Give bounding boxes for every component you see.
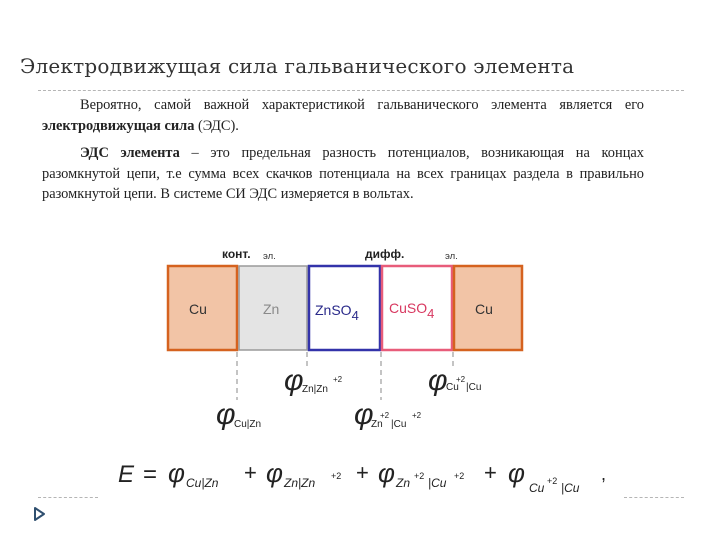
potential-zn2-cu2-sub-a: Zn: [371, 419, 383, 430]
cell-cu-right: [454, 266, 522, 350]
phi-symbol: φ: [284, 364, 304, 397]
equation-term-3b: |Cu: [428, 476, 447, 490]
potential-zn2-cu2-sup-b: +2: [412, 411, 422, 420]
phi-symbol: φ: [354, 398, 374, 431]
divider-bottom-right: [624, 497, 684, 498]
equation-phi-1: φ: [168, 458, 185, 488]
label-electrolyte-2: эл.: [445, 251, 458, 262]
cell-zn: [239, 266, 307, 350]
label-electrolyte-1: эл.: [263, 251, 276, 262]
phi-symbol: φ: [428, 364, 448, 397]
potential-cu2-cu-sub-a: Cu: [446, 382, 459, 393]
potential-cu-zn: [216, 398, 261, 431]
potential-zn2-cu2: [354, 398, 422, 431]
cell-znso4: [309, 266, 380, 350]
divider-bottom-left: [38, 497, 98, 498]
potential-zn-zn2: [284, 364, 343, 397]
cell-cu-left: [168, 266, 237, 350]
slide-title: Электродвижущая сила гальванического элемента: [20, 54, 575, 78]
potential-zn2-cu2-sup-a: +2: [380, 411, 390, 420]
label-diffusion: дифф.: [365, 247, 405, 261]
triangle-arrow-icon[interactable]: [34, 507, 46, 526]
equation-plus-1: +: [244, 460, 257, 485]
phi-symbol: φ: [216, 398, 236, 431]
potential-cu2-cu: [428, 364, 481, 397]
cell-cuso4: [382, 266, 452, 350]
equation-term-2-sup: +2: [331, 471, 342, 481]
potential-cu2-cu-sub-b: |Cu: [466, 382, 482, 393]
cell-znso4-label: ZnSO: [315, 302, 352, 318]
equation-term-3-sup-a: +2: [414, 471, 425, 481]
intro-tail: (ЭДС).: [194, 117, 239, 134]
intro-text: Вероятно, самой важной характеристикой гальванического элемента является его: [80, 97, 644, 113]
equation-plus-3: +: [484, 460, 497, 485]
potential-zn2-cu2-sub-b: |Cu: [391, 419, 407, 430]
cell-cu-right-label: Cu: [475, 301, 493, 317]
equation-equals: =: [143, 461, 158, 488]
cell-cuso4-label: CuSO: [389, 300, 428, 316]
equation-phi-2: φ: [266, 458, 283, 488]
equation-term-2: Zn|Zn: [284, 476, 316, 490]
equation-term-3-sup-b: +2: [454, 471, 465, 481]
potential-zn-zn2-sup: +2: [333, 375, 343, 384]
label-contact: конт.: [222, 247, 251, 261]
equation-phi-4: φ: [508, 458, 525, 488]
equation-term-4b: |Cu: [561, 481, 580, 495]
equation-e: E: [118, 461, 135, 488]
definition-lead: ЭДС элемента: [80, 145, 180, 161]
cell-zn-label: Zn: [263, 301, 280, 317]
emf-term: электродвижущая сила: [42, 117, 195, 134]
equation-plus-2: +: [356, 460, 369, 485]
potential-cu2-cu-sup: +2: [456, 375, 466, 384]
cell-cu-left-label: Cu: [189, 301, 207, 317]
cell-znso4-sub: 4: [351, 308, 359, 323]
equation-term-1: Cu|Zn: [186, 476, 219, 490]
cell-cuso4-sub: 4: [427, 306, 435, 321]
potential-cu-zn-sub: Cu|Zn: [234, 419, 262, 430]
definition-text: – это предельная разность потенциалов, возникающая на концах разомкнутой цепи, т.е сумма всех скачков потенциала на всех границах раздела в правильно разомкнутой цепи. В системе СИ ЭДС измеряется в вольтах.: [42, 145, 644, 202]
equation-term-4a: Cu: [529, 481, 545, 495]
equation-phi-3: φ: [378, 458, 395, 488]
potential-zn-zn2-sub: Zn|Zn: [302, 384, 328, 395]
equation-term-3a: Zn: [396, 476, 411, 490]
equation-term-4-sup: +2: [547, 476, 558, 486]
emf-equation: [118, 458, 606, 495]
equation-comma: ,: [601, 464, 607, 484]
